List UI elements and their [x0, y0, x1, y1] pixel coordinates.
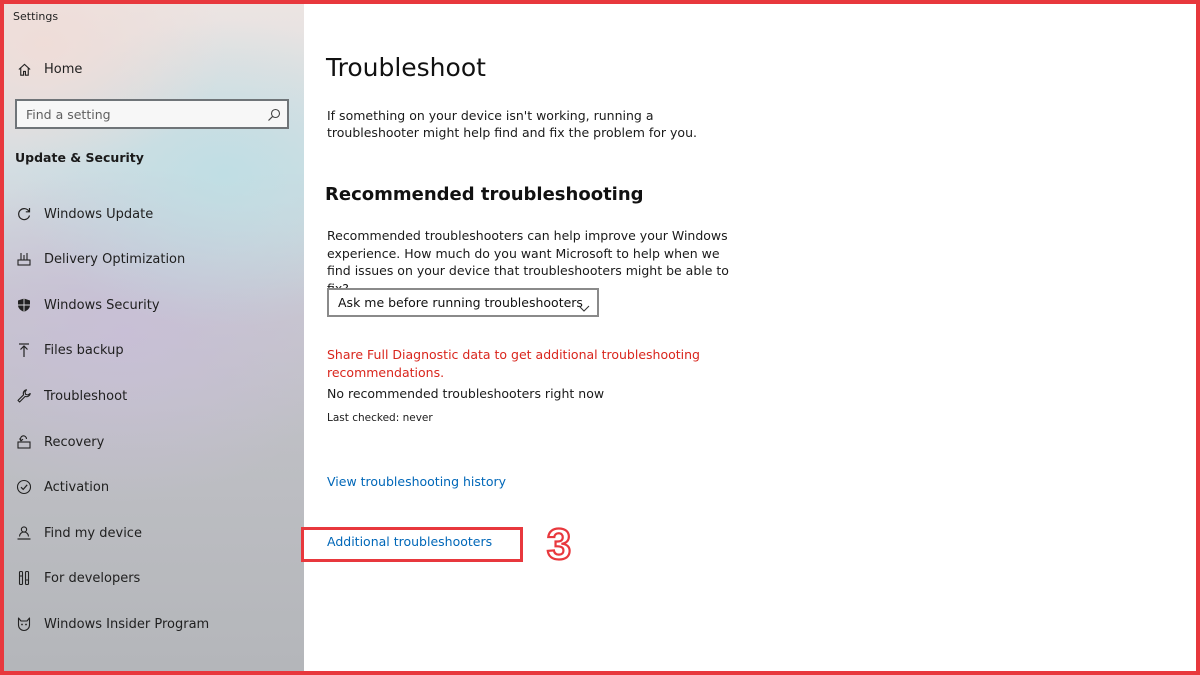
troubleshooting-history-link[interactable]: View troubleshooting history [327, 474, 506, 489]
recommended-status: No recommended troubleshooters right now [327, 386, 605, 401]
search-input[interactable] [17, 101, 257, 127]
sidebar-item-label: Windows Insider Program [44, 616, 210, 632]
developer-tools-icon [14, 568, 34, 588]
sidebar-item-label: Files backup [44, 342, 124, 358]
sidebar-item-label: Activation [44, 479, 110, 495]
recommended-description: Recommended troubleshooters can help improve your Windows experience. How much do you want Microsoft to help when we find issues on your device that troubleshooters might be able to [327, 228, 729, 278]
insider-cat-icon [14, 614, 34, 634]
sidebar-item-label: For developers [44, 570, 141, 586]
app-title: Settings [13, 10, 59, 23]
highlight-box [301, 527, 523, 562]
sidebar-item-delivery-optimization[interactable] [4, 239, 304, 279]
sidebar-item-windows-insider-program[interactable] [4, 604, 304, 644]
refresh-icon [14, 204, 34, 224]
main-content [304, 4, 1196, 671]
sidebar-item-recovery[interactable] [4, 422, 304, 462]
step-number-annotation [541, 519, 577, 569]
search-icon[interactable] [267, 107, 281, 121]
nav-home-label: Home [44, 61, 83, 77]
sidebar-item-label: Windows Security [44, 297, 160, 313]
sidebar-item-label: Troubleshoot [44, 388, 128, 404]
last-checked-text: Last checked: never [327, 412, 433, 424]
search-box[interactable] [15, 99, 289, 129]
person-location-icon [14, 523, 34, 543]
wrench-icon [14, 386, 34, 406]
sidebar-item-windows-security[interactable] [4, 285, 304, 325]
additional-troubleshooters-link[interactable]: Additional troubleshooters [327, 534, 493, 549]
delivery-optimization-icon [14, 249, 34, 269]
sidebar-item-find-my-device[interactable] [4, 513, 304, 553]
sidebar-item-label: Find my device [44, 525, 142, 541]
sidebar-item-troubleshoot[interactable] [4, 376, 304, 416]
troubleshoot-preference-dropdown[interactable] [327, 288, 599, 317]
page-title: Troubleshoot [326, 53, 486, 82]
sidebar-item-for-developers[interactable] [4, 558, 304, 598]
diagnostic-data-link[interactable]: Share Full Diagnostic data to get additional troubleshooting recommendations. [327, 347, 700, 380]
sidebar-item-windows-update[interactable] [4, 194, 304, 234]
sidebar-item-label: Windows Update [44, 206, 154, 222]
chevron-down-icon [578, 298, 590, 308]
recovery-icon [14, 432, 34, 452]
sidebar-item-label: Recovery [44, 434, 105, 450]
sidebar [4, 4, 304, 671]
home-icon [14, 59, 34, 79]
sidebar-item-label: Delivery Optimization [44, 251, 186, 267]
dropdown-selected-value: Ask me before running troubleshooters [338, 295, 583, 310]
shield-icon [14, 295, 34, 315]
nav-home[interactable] [4, 49, 304, 89]
upload-arrow-icon [14, 340, 34, 360]
step-number-text: 3 [546, 520, 572, 569]
sidebar-item-activation[interactable] [4, 467, 304, 507]
check-circle-icon [14, 477, 34, 497]
sidebar-item-files-backup[interactable] [4, 330, 304, 370]
intro-text: If something on your device isn't working, running a troubleshooter might help find and fix the problem for you. [327, 108, 697, 140]
section-heading: Update & Security [15, 150, 144, 165]
recommended-heading: Recommended troubleshooting [325, 184, 644, 205]
